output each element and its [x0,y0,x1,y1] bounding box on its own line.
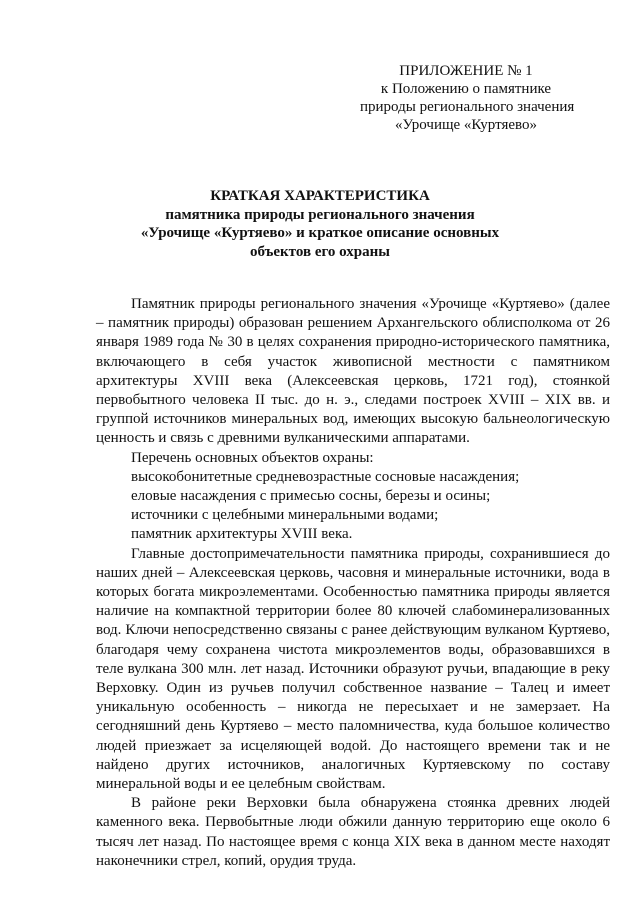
document-title [80,187,560,261]
appendix-reference: к Положению о памятнике [380,81,552,97]
list-item: еловые насаждения с примесью сосны, березы и осины; [131,488,491,505]
body-paragraph-2: Главные достопримечательности памятника природы, сохранившиеся до наших дней – Алексеевская церковь, часовня и минеральные источники, вода в которых богата микроэлементами. Особенностью памятника природы является наличие на компактной территории более 80 ключей слабоминерализованных вод. Ключи непосредственно связаны с ранее действующим вулканом Куртяево, благодаря чему сохранена чистота микроэлементов воды, образовавшихся в теле вулкана 300 млн. лет назад. Источники образуют ручьи, впадающие в реку Верховку. Один из ручьев получил собственное название – Талец и имеет уникальную особенность – никогда не пересыхает и не замерзает. На сегодняшний день Куртяево – место паломничества, куда большое количество людей приезжает за исцеляющей водой. До настоящего времени так и не найдено других источников, аналогичных Куртяевскому по составу минеральной воды и ее целебным свойствам. [96,545,610,793]
title-subtitle-line3: объектов его охраны [250,243,390,260]
title-subtitle-line1: памятника природы регионального значения [165,206,475,223]
title-subtitle-line2: «Урочище «Куртяево» и краткое описание основных [140,225,500,241]
list-item: памятник архитектуры XVIII века. [131,526,353,543]
appendix-reference-line2: природы регионального значения [360,99,575,115]
list-item: источники с целебными минеральными водами; [131,507,439,524]
body-paragraph-3: В районе реки Верховки была обнаружена стоянка древних людей каменного века. Первобытные люди обжили данную территорию еще около 6 тысяч лет назад. По настоящее время с конца XIX века в данном месте находят наконечники стрел, копий, орудия труда. [96,795,610,869]
body-paragraph-1: Памятник природы регионального значения «Урочище «Куртяево» (далее – памятник природы) образован решением Архангельского облисполкома от 26 января 1989 года № 30 в целях сохранения природно-исторического памятника, включающего в себя участок живописной местности с памятником архитектуры XVIII века (Алексеевская церковь, 1721 год), стоянкой первобытного человека II тыс. до н. э., следами построек XVIII – XIX вв. и группой источников минеральных вод, имеющих высокую бальнеологическую ценность и связь с древними вулканическими аппаратами. [96,296,610,447]
appendix-reference-line3: «Урочище «Куртяево» [394,117,538,133]
protected-objects-heading: Перечень основных объектов охраны: [131,449,374,466]
list-item: высокобонитетные средневозрастные сосновые насаждения; [131,468,520,485]
document-body [96,295,610,871]
title-main: КРАТКАЯ ХАРАКТЕРИСТИКА [210,188,430,204]
protected-objects-list [96,468,610,545]
appendix-number: ПРИЛОЖЕНИЕ № 1 [399,63,533,79]
appendix-header [360,62,575,134]
